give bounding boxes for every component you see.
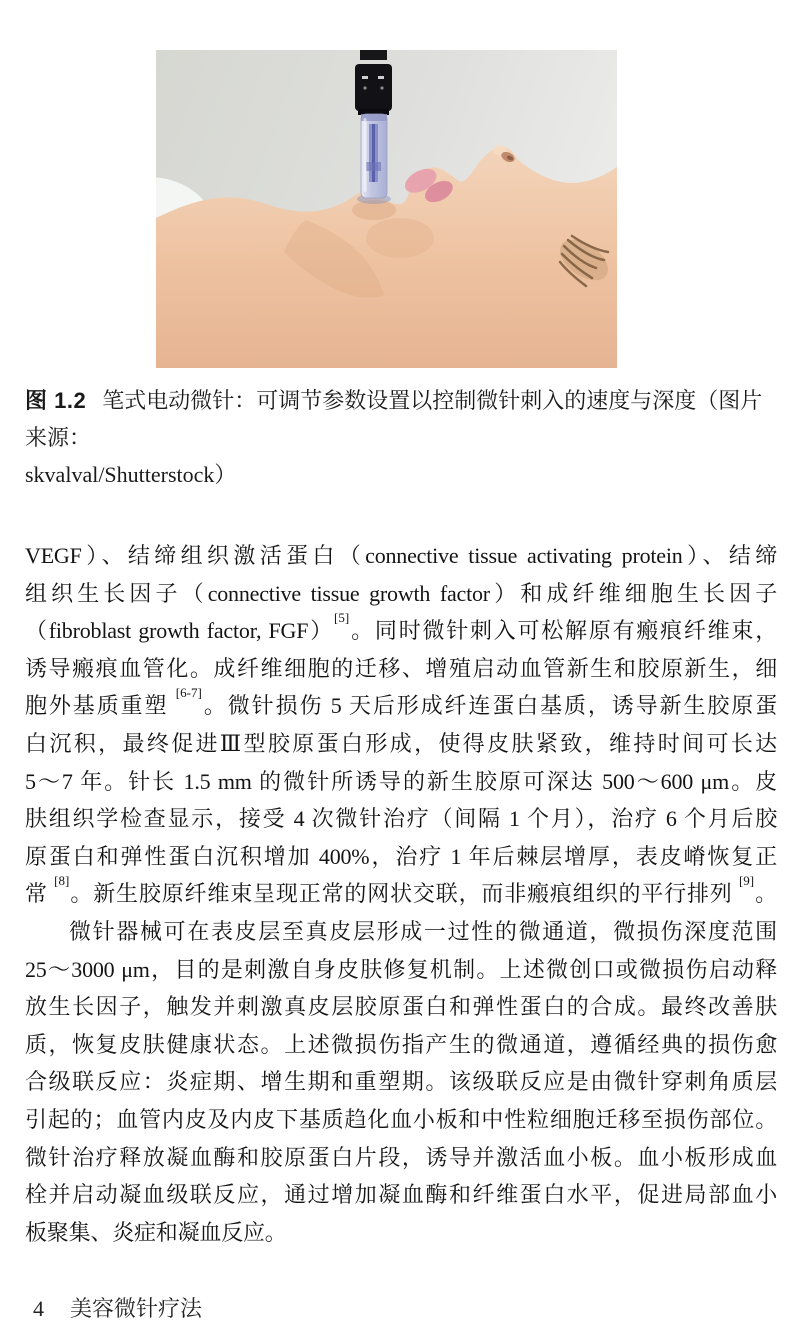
page-footer — [33, 1297, 202, 1321]
text-line: 胞外基质重塑 [6-7]。微针损伤 5 天后形成纤连蛋白基质，诱导新生胶原蛋 — [25, 687, 777, 725]
figure-label: 图 1.2 — [25, 388, 87, 413]
text-line: 诱导瘢痕血管化。成纤维细胞的迁移、增殖启动血管新生和胶原新生，细 — [25, 655, 777, 681]
text-line: 白沉积，最终促进Ⅲ型胶原蛋白形成，使得皮肤紧致，维持时间可长达 — [25, 730, 777, 756]
body-text — [25, 537, 777, 1251]
text-line: 原蛋白和弹性蛋白沉积增加 400%，治疗 1 年后棘层增厚，表皮嵴恢复正 — [25, 843, 777, 869]
citation-ref: [6-7] — [175, 687, 202, 701]
text-line: （fibroblast growth factor, FGF）[5]。同时微针刺入可松解原有瘢痕纤维束， — [25, 612, 777, 650]
text-line: 组织生长因子（connective tissue growth factor）和成纤维细胞生长因子 — [25, 580, 777, 606]
figure-photo — [156, 50, 617, 368]
figure-caption-text: 笔式电动微针：可调节参数设置以控制微针刺入的速度与深度（图片来源： — [25, 388, 763, 450]
figure-caption-source: skvalval/Shutterstock） — [25, 462, 237, 487]
text-line: VEGF）、结缔组织激活蛋白（connective tissue activating protein）、结缔 — [25, 543, 777, 568]
running-title: 美容微针疗法 — [70, 1296, 203, 1321]
text-line: 常 [8]。新生胶原纤维束呈现正常的网状交联，而非瘢痕组织的平行排列 [9]。 — [25, 875, 777, 913]
text-line: 放生长因子，触发并刺激真皮层胶原蛋白和弹性蛋白的合成。最终改善肤 — [25, 994, 777, 1020]
microneedling-pen-on-face-photo — [156, 50, 617, 368]
citation-ref: [8] — [54, 875, 70, 889]
figure-caption-line1 — [25, 382, 779, 456]
text-line: 肤组织学检查显示，接受 4 次微针治疗（间隔 1 个月），治疗 6 个月后胶 — [25, 806, 777, 832]
figure-caption — [25, 382, 779, 493]
text-line: 5～7 年。针长 1.5 mm 的微针所诱导的新生胶原可深达 500～600 μm。皮 — [25, 768, 777, 794]
page-number: 4 — [33, 1296, 44, 1321]
text-line: 板聚集、炎症和凝血反应。 — [25, 1219, 287, 1245]
text-line: 25～3000 μm，目的是刺激自身皮肤修复机制。上述微创口或微损伤启动释 — [25, 956, 777, 982]
text-line: 微针器械可在表皮层至真皮层形成一过性的微通道，微损伤深度范围 — [69, 918, 777, 944]
text-line: 质，恢复皮肤健康状态。上述微损伤指产生的微通道，遵循经典的损伤愈 — [25, 1031, 777, 1057]
text-line: 引起的；血管内皮及内皮下基质趋化血小板和中性粒细胞迁移至损伤部位。 — [25, 1106, 777, 1132]
citation-ref: [5] — [334, 612, 350, 625]
text-line: 栓并启动凝血级联反应，通过增加凝血酶和纤维蛋白水平，促进局部血小 — [25, 1182, 777, 1208]
text-line: 合级联反应：炎症期、增生期和重塑期。该级联反应是由微针穿刺角质层 — [25, 1069, 777, 1095]
citation-ref: [9] — [738, 875, 755, 889]
text-line: 微针治疗释放凝血酶和胶原蛋白片段，诱导并激活血小板。血小板形成血 — [25, 1144, 777, 1170]
